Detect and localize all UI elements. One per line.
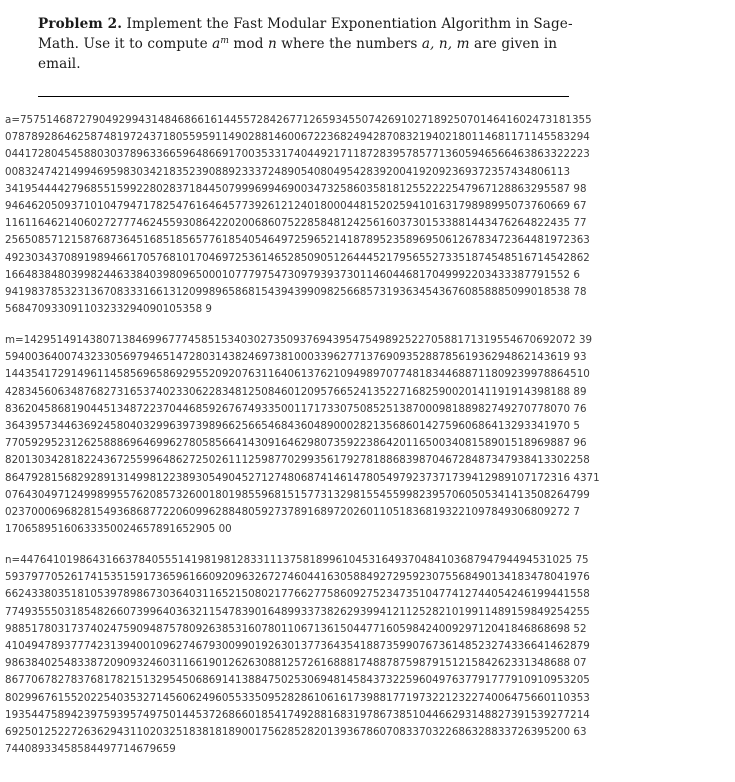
- problem-statement: [38, 14, 578, 74]
- value-n-line: 59379770526174153515917365961660920963267274604416305884927295923075568490134183478041976: [5, 571, 590, 584]
- problem-text-1: Implement the Fast Modular Exponentiation Algorithm in Sage-Math. Use it to compute: [38, 16, 573, 52]
- value-m-line: 36439573446369245804032996397398966256654684360489000282135686014275960686413293341970 5: [5, 419, 580, 432]
- value-n-line: 98638402548338720909324603116619012626308812572616888174887875987915121584262331348688 07: [5, 657, 587, 670]
- value-m-block: [5, 332, 733, 538]
- math-m-exponent: m: [220, 36, 230, 46]
- value-n-line: 80299676155202254035327145606249605533509528286106161739881771973221232274006475660110353: [5, 691, 590, 704]
- value-m-line: 17065895160633350024657891652905 00: [5, 523, 232, 536]
- value-n-line: 77493555031854826607399640363211547839016489933738262939941211252821019911489159849254255: [5, 605, 590, 618]
- value-m-line: 77059295231262588869646996278058566414309164629807359223864201165003408158901518969887 96: [5, 437, 587, 450]
- value-a-line: 49230343708919894661705768101704697253614652850905126444521795655273351874548516714542862: [5, 251, 590, 264]
- problem-text-mod: mod: [229, 36, 268, 52]
- math-a: a: [212, 36, 221, 52]
- value-a-line: 94198378532313670833316613120998965868154394399098256685731936345436760858885099018538 78: [5, 285, 587, 298]
- value-n-line: 98851780317374024759094875780926385316078011067136150447716059842400929712041846868698 52: [5, 622, 587, 635]
- value-m-line: 86479281568292891314998122389305490452712748068741461478054979237371739412989107172316 4371: [5, 471, 600, 484]
- value-a-line: a=757514687279049299431484686616144557284267712659345507426910271892507014641602473181355: [5, 114, 592, 126]
- value-n-line: 19354475894239759395749750144537268660185417492881683197867385104466293148827391539277214: [5, 708, 590, 721]
- problem-text-3: are given in email.: [38, 36, 558, 72]
- math-n: n: [267, 36, 277, 52]
- value-a-line: 568470933091103233294090105358 9: [5, 303, 212, 316]
- value-m-line: 42834560634876827316537402330622834812508460120957665241352271682590020141191914398188 89: [5, 385, 587, 398]
- problem-number: Problem 2.: [38, 16, 123, 32]
- math-variable-list: a, n, m: [421, 36, 470, 52]
- value-n-line: 69250125227263629431102032518381818900175628528201393678607083370322686328833726395200 63: [5, 725, 587, 738]
- value-m-line: 14435417291496114585696586929552092076311640613762109498970774818344688711809239978864510: [5, 368, 590, 381]
- value-m-line: 59400364007432330569794651472803143824697381000339627713769093528878561936294862143619 93: [5, 351, 587, 364]
- value-a-line: 94646205093710104794717825476164645773926121240180004481520259410163179898995073760669 67: [5, 199, 587, 212]
- value-n-line: 86770678278376817821513295450686914138847502530694814584373225960497637791777910910953205: [5, 674, 590, 687]
- value-n-line: 66243380351810539789867303640311652150802177662775860927523473510477412744054246199441558: [5, 588, 590, 601]
- value-m-line: 02370006968281549368687722060996288480592737891689720260110518368193221097849306809272 7: [5, 505, 580, 518]
- value-m-line: 07643049712499899557620857326001801985596815157731329815545599823957060505341413508264799: [5, 488, 590, 501]
- value-a-line: 25650857121587687364516851856577618540546497259652141878952358969506126783472364481972363: [5, 234, 590, 247]
- value-a-line: 34195444427968551599228028371844507999699469003473258603581812552222547967128863295587 98: [5, 182, 587, 195]
- value-a-line: 04417280454588030378963366596486691700353317404492171187283957857713605946566463863322223: [5, 148, 590, 161]
- value-n-line: 74408933458584497714679659: [5, 743, 176, 756]
- value-m-line: m=142951491438071384699677745851534030273509376943954754989252270588171319554670692072 39: [5, 334, 593, 346]
- value-a-block: [5, 112, 733, 318]
- value-a-line: 07878928646258748197243718055959114902881460067223682494287083219402180114681171145583294: [5, 131, 590, 144]
- value-m-line: 82013034281822436725599648627250261112598770299356179278188683987046728487347938413302258: [5, 454, 590, 467]
- value-a-line: 16648384803998244633840398096500010777975473097939373011460446817049992203433387791552 6: [5, 268, 580, 281]
- value-m-line: 83620458681904451348722370446859267674933500117173307508525138700098188982749270778070 76: [5, 402, 587, 415]
- horizontal-rule: [38, 96, 569, 97]
- value-a-line: 00832474214994695983034218352390889233372489054080495428392004192092369372357434806113: [5, 165, 571, 178]
- problem-text-2: where the numbers: [276, 36, 422, 52]
- value-n-line: n=447641019864316637840555141981981283311137581899610453164937048410368794794494531025 75: [5, 554, 589, 566]
- value-n-line: 41049478937774231394001096274679300990192630137736435418873599076736148523274336641462879: [5, 639, 590, 652]
- value-n-block: [5, 552, 733, 758]
- value-a-line: 11611646214060272777462455930864220200686075228584812425616037301533881443476264822435 77: [5, 217, 587, 230]
